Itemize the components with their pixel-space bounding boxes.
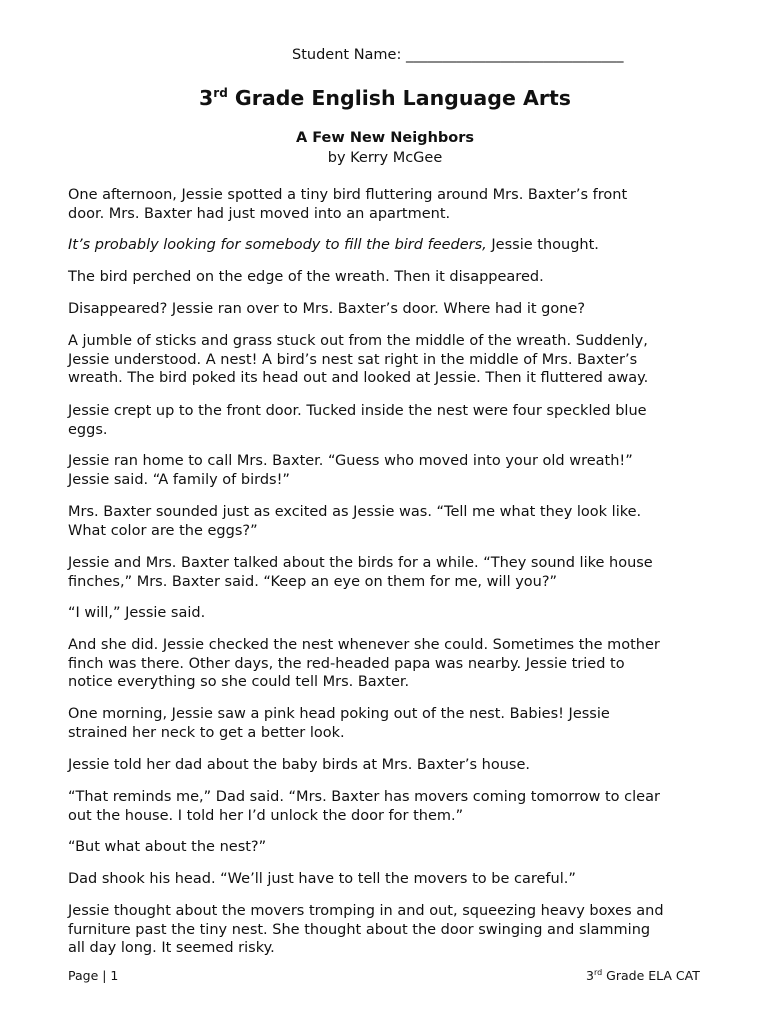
paragraph-line: furniture past the tiny nest. She thought about the door swinging and slamming bbox=[68, 921, 651, 938]
paragraph-line bbox=[68, 236, 716, 255]
paragraph-line: Jessie told her dad about the baby birds at Mrs. Baxter’s house. bbox=[68, 757, 531, 773]
footer-course-label bbox=[586, 968, 700, 983]
paragraph-line: The bird perched on the edge of the wreath. Then it disappeared. bbox=[68, 269, 544, 285]
footer-course-text: Grade ELA CAT bbox=[602, 968, 700, 983]
paragraph-line: door. Mrs. Baxter had just moved into an apartment. bbox=[68, 205, 451, 222]
page-title bbox=[0, 86, 770, 110]
story-paragraph-1 bbox=[68, 186, 716, 223]
paragraph-line: Jessie crept up to the front door. Tucked inside the nest were four speckled blue bbox=[68, 403, 647, 419]
paragraph-line: “That reminds me,” Dad said. “Mrs. Baxter has movers coming tomorrow to clear bbox=[68, 789, 660, 805]
paragraph-line: Jessie understood. A nest! A bird’s nest sat right in the middle of Mrs. Baxter’s bbox=[68, 351, 638, 368]
paragraph-line: What color are the eggs?” bbox=[68, 522, 258, 539]
story-paragraph-2 bbox=[68, 236, 716, 255]
paragraph-line: A jumble of sticks and grass stuck out from the middle of the wreath. Suddenly, bbox=[68, 333, 648, 349]
story-paragraph-12 bbox=[68, 705, 716, 742]
story-paragraph-17 bbox=[68, 902, 716, 958]
paragraph-line: wreath. The bird poked its head out and looked at Jessie. Then it fluttered away. bbox=[68, 370, 649, 386]
paragraph-line: And she did. Jessie checked the nest whenever she could. Sometimes the mother bbox=[68, 637, 660, 653]
story-paragraph-9 bbox=[68, 554, 716, 591]
story-paragraph-5 bbox=[68, 332, 716, 388]
paragraph-line: notice everything so she could tell Mrs. Baxter. bbox=[68, 674, 410, 690]
paragraph-line: “I will,” Jessie said. bbox=[68, 605, 206, 621]
story-paragraph-8 bbox=[68, 503, 716, 540]
story-byline: by Kerry McGee bbox=[327, 150, 443, 166]
italic-thought: It’s probably looking for somebody to fill the bird feeders, bbox=[68, 237, 487, 253]
story-title: A Few New Neighbors bbox=[295, 130, 475, 146]
paragraph-line: Mrs. Baxter sounded just as excited as Jessie was. “Tell me what they look like. bbox=[68, 504, 642, 520]
paragraph-line: One morning, Jessie saw a pink head poking out of the nest. Babies! Jessie bbox=[68, 706, 610, 722]
paragraph-line: out the house. I told her I’d unlock the door for them.” bbox=[68, 807, 464, 824]
story-paragraph-6 bbox=[68, 402, 716, 439]
paragraph-line: One afternoon, Jessie spotted a tiny bird fluttering around Mrs. Baxter’s front bbox=[68, 187, 628, 203]
paragraph-line: finches,” Mrs. Baxter said. “Keep an eye on them for me, will you?” bbox=[68, 573, 558, 590]
story-paragraph-16 bbox=[68, 870, 716, 889]
paragraph-line: Jessie and Mrs. Baxter talked about the birds for a while. “They sound like house bbox=[68, 555, 653, 571]
story-paragraph-13 bbox=[68, 756, 716, 775]
paragraph-line: eggs. bbox=[68, 421, 108, 438]
paragraph-line: all day long. It seemed risky. bbox=[68, 940, 275, 956]
thought-attribution: Jessie thought. bbox=[486, 237, 599, 253]
story-paragraph-10 bbox=[68, 604, 716, 623]
title-grade-number: 3 bbox=[199, 86, 214, 110]
paragraph-line: Jessie ran home to call Mrs. Baxter. “Guess who moved into your old wreath!” bbox=[68, 453, 633, 469]
title-grade-ordinal: rd bbox=[213, 86, 228, 100]
story-paragraph-11 bbox=[68, 636, 716, 692]
title-text: Grade English Language Arts bbox=[227, 86, 571, 110]
paragraph-line: Disappeared? Jessie ran over to Mrs. Baxter’s door. Where had it gone? bbox=[68, 301, 586, 317]
student-name-line: Student Name: ______________________________ bbox=[292, 47, 624, 63]
paragraph-line: strained her neck to get a better look. bbox=[68, 724, 345, 741]
paragraph-line: Jessie said. “A family of birds!” bbox=[68, 471, 290, 488]
story-paragraph-15 bbox=[68, 838, 716, 857]
footer-grade-number: 3 bbox=[586, 968, 594, 983]
footer-page-number: Page | 1 bbox=[68, 968, 119, 983]
story-paragraph-14 bbox=[68, 788, 716, 825]
paragraph-line: Dad shook his head. “We’ll just have to tell the movers to be careful.” bbox=[68, 871, 576, 887]
paragraph-line: “But what about the nest?” bbox=[68, 839, 267, 855]
footer-grade-ordinal: rd bbox=[593, 968, 603, 977]
paragraph-line: Jessie thought about the movers tromping in and out, squeezing heavy boxes and bbox=[68, 903, 664, 919]
story-paragraph-3 bbox=[68, 268, 716, 287]
paragraph-line: finch was there. Other days, the red-headed papa was nearby. Jessie tried to bbox=[68, 655, 625, 672]
story-paragraph-4 bbox=[68, 300, 716, 319]
story-paragraph-7 bbox=[68, 452, 716, 489]
